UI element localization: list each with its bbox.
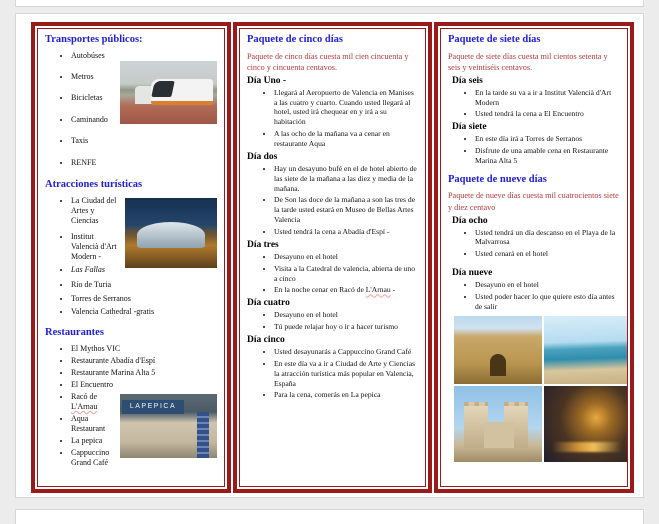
bullet-item [274,285,418,295]
pkg5-price: Paquete de cinco días cuesta mil cien cincuenta y cinco y cincuenta centavos. [247,51,409,72]
bullet-item: • Para la cena, comerás en La pepica [274,390,418,400]
tram-shape [151,79,213,105]
list-item: • El Mythos VIC [71,344,217,354]
bullet-item: • Desayuno en el hotel [274,310,418,320]
pkg9-price: Paquete de nueve días cuesta mil cuatrocientos siete y diez centavo [448,191,619,212]
section-transport [45,34,217,168]
day-title: Día dos [247,151,278,162]
bullet-item: • Tú puede relajar hoy o ir a hacer turismo [274,322,418,332]
day-title: Día ocho [452,215,488,226]
bullet-item: • Usted tendrá la cena a Abadía d'Espí - [274,227,418,237]
pkg9-heading: Paquete de nueve días [448,173,547,185]
next-page-edge [15,509,644,524]
bullet-item: • Usted cenará en el hotel [475,249,620,259]
cathedral-door-shape [490,354,506,376]
day-title: Día seis [452,75,483,86]
bullet-item: • En la tarde su va a ir a Institut Valencià d'Art Modern [475,88,620,108]
day-bullets [247,310,418,332]
list-item: • Torres de Serranos [71,294,217,304]
day-bullets [247,347,418,400]
day-title: Día cuatro [247,298,290,309]
list-item: • Metros [71,72,217,82]
bullet-item: • Disfrute de una amable cena en Restaurante Marina Alta 5 [475,146,620,166]
day-title: Día cinco [247,335,285,346]
bullet-text: - [390,285,396,295]
brochure-panel-middle [233,22,432,493]
list-item: • El Encuentro [71,380,217,390]
day-bullets [448,228,620,260]
list-item: • Institut Valencià d'Art Modern - [71,232,217,263]
day-title: Día nueve [452,268,493,279]
document-page[interactable] [15,13,644,498]
day-bullets [247,88,418,149]
list-item: • Bicicletas [71,93,217,103]
day-bullets [448,88,620,120]
list-item: • La Ciudad del Artes y Ciencias [71,196,217,227]
night-street-photo [544,386,628,462]
beach-photo [544,316,628,384]
previous-page-edge [15,0,644,7]
pkg7-price: Paquete de siete días cuesta mil cientos setenta y seis y veintiséis centavos. [448,51,608,72]
bullet-item: • De Son las doce de la mañana a son las tres de la tarde usted estará en Museo de Bellas Artes Valencia [274,195,418,225]
brochure-panel-right [434,22,634,493]
street-lights-shape [552,442,622,452]
pkg7-heading: Paquete de siete días [448,34,541,45]
section-restaurants [45,327,217,468]
bullet-item: • Desayuno en el hotel [475,280,620,290]
day-title: Día tres [247,239,279,250]
list-item: • Caminando [71,115,217,125]
list-item: • La pepica [71,436,217,446]
bullet-item: • Usted tendrá la cena a El Encuentro [475,109,620,119]
day-title: Día Uno - [247,75,287,86]
list-item: • Cappuccino Grand Café [71,448,217,469]
list-item: • Río de Turia [71,280,217,290]
list-item: • Aqua Restaurant [71,414,217,435]
list-item: • Restaurante Marina Alta 5 [71,368,217,378]
bullet-item: • A las ocho de la mañana va a cenar en restaurante Aqua [274,129,418,149]
arts-dome-shape [137,222,205,248]
pkg5-heading: Paquete de cinco días [247,34,343,45]
day-bullets [448,280,620,312]
day-title: Día siete [452,122,487,133]
bullet-text: En la noche cenar en Racó de [274,285,366,295]
lapepica-tiles-shape [197,412,209,458]
bullet-item: • En este día irá a Torres de Serranos [475,134,620,144]
lapepica-restaurant-photo [120,394,217,458]
list-item: • RENFE [71,158,217,168]
tower-gate-shape [484,422,514,448]
attractions-heading: Atracciones turísticas [45,178,143,190]
lapepica-sign: LAPEPICA [122,400,184,414]
tram-photo [120,61,217,124]
spellcheck-word: L'Arnau [71,401,98,411]
day-bullets [448,134,620,166]
list-item: • Valencia Cathedral -gratis [71,307,217,317]
restaurants-list [45,344,217,390]
restaurants-heading: Restaurantes [45,327,104,339]
arts-sciences-photo [125,198,217,268]
bullet-item: • Desayuno en el hotel [274,252,418,262]
list-item: • Restaurante Abadía d'Espí [71,356,217,366]
bullet-item: • Hay un desayuno bufé en el de hotel abierto de las siete de la mañana a las diez y media de la mañana. [274,164,418,194]
section-attractions [45,179,217,318]
bullet-item: • Visita a la Catedral de valencia, abierta de uno a cinco [274,264,418,284]
bullet-item: • Usted tendrá un día descanso en el Playa de la Malvarrosa [475,228,620,248]
transport-heading: Transportes públicos: [45,34,143,45]
day-bullets [247,164,418,237]
cathedral-photo [454,316,542,384]
list-item: • Taxis [71,136,217,146]
spellcheck-word: L'Arnau [365,285,391,295]
brochure-panel-left [31,22,231,493]
bullet-item: • Llegará al Aeropuerto de Valencia en Manises a las cuatro y cuarto. Cuando usted llegará al hotel, usted irá chequear en y irá a su habitación [274,88,418,127]
bullet-item: • En este día va a ir a Ciudad de Arte y Ciencias la atracción turística más popular en Valencia, España [274,359,418,389]
tram-windshield [151,81,174,97]
list-item: • Las Fallas [71,265,217,275]
serranos-towers-photo [454,386,542,462]
list-item: • Autobúses [71,51,217,61]
day-bullets [247,252,418,295]
bullet-item: • Usted desayunarás a Cappuccino Grand Café [274,347,418,357]
restaurant-name: Racó de [71,391,97,401]
bullet-item: • Usted poder hacer lo que quiere esto día antes de salir [475,292,620,312]
photo-collage [454,316,620,462]
